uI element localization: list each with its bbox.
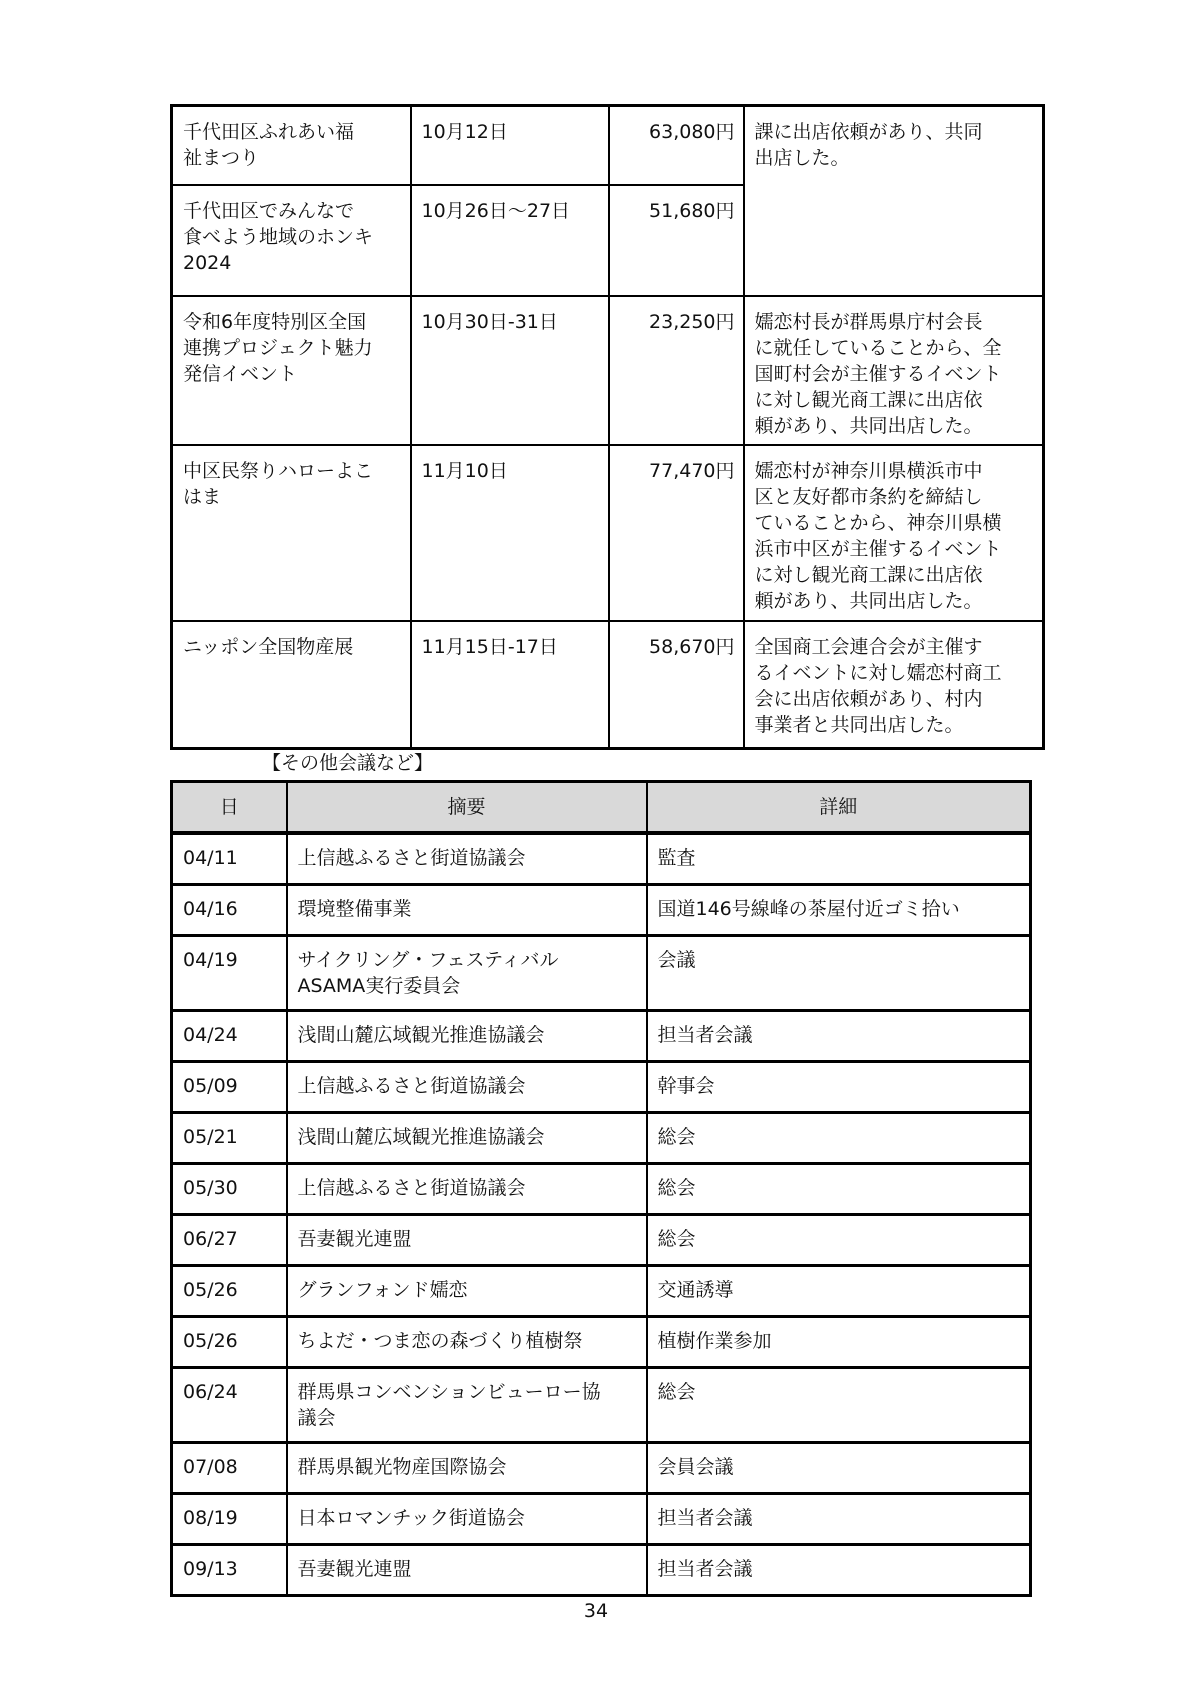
table-row [172,1113,1031,1164]
events-table [170,104,1045,750]
meeting-detail: 会議 [647,936,1031,1011]
meeting-summary: ちよだ・つま恋の森づくり植樹祭 [287,1317,647,1368]
event-name: ニッポン全国物産展 [172,621,411,749]
meeting-summary: 群馬県観光物産国際協会 [287,1443,647,1494]
meeting-date: 05/21 [172,1113,287,1164]
meeting-detail: 担当者会議 [647,1011,1031,1062]
table-row [172,1494,1031,1545]
event-note: 嬬恋村が神奈川県横浜市中 区と友好都市条約を締結し ていることから、神奈川県横 浜市中区が主催するイベント に対し観光商工課に出店依 頼があり、共同出店した。 [744,445,1044,621]
meeting-date: 04/16 [172,885,287,936]
meeting-detail: 監査 [647,833,1031,885]
table-row [172,1317,1031,1368]
event-amount: 51,680円 [609,185,744,296]
meeting-date: 04/19 [172,936,287,1011]
meeting-detail: 総会 [647,1215,1031,1266]
meeting-date: 09/13 [172,1545,287,1596]
table-row [172,1215,1031,1266]
event-note: 嬬恋村長が群馬県庁村会長 に就任していることから、全 国町村会が主催するイベント に対し観光商工課に出店依 頼があり、共同出店した。 [744,296,1044,445]
meeting-summary: 日本ロマンチック街道協会 [287,1494,647,1545]
meeting-detail: 幹事会 [647,1062,1031,1113]
event-date: 10月30日-31日 [411,296,609,445]
meeting-summary: サイクリング・フェスティバル ASAMA実行委員会 [287,936,647,1011]
table-row [172,936,1031,1011]
table-row [172,445,1044,621]
table-row [172,296,1044,445]
meeting-detail: 担当者会議 [647,1494,1031,1545]
event-name: 令和6年度特別区全国 連携プロジェクト魅力 発信イベント [172,296,411,445]
meeting-date: 05/26 [172,1317,287,1368]
meeting-date: 07/08 [172,1443,287,1494]
meeting-detail: 国道146号線峰の茶屋付近ゴミ拾い [647,885,1031,936]
meeting-summary: 吾妻観光連盟 [287,1215,647,1266]
meeting-summary: 吾妻観光連盟 [287,1545,647,1596]
meeting-summary: 上信越ふるさと街道協議会 [287,1062,647,1113]
event-date: 10月26日～27日 [411,185,609,296]
meeting-detail: 会員会議 [647,1443,1031,1494]
meeting-summary: 浅間山麓広域観光推進協議会 [287,1011,647,1062]
table-row [172,1545,1031,1596]
table-row [172,1062,1031,1113]
table-row [172,621,1044,749]
event-date: 11月10日 [411,445,609,621]
meeting-summary: 上信越ふるさと街道協議会 [287,1164,647,1215]
meeting-detail: 総会 [647,1368,1031,1443]
meeting-summary: 浅間山麓広域観光推進協議会 [287,1113,647,1164]
meeting-date: 08/19 [172,1494,287,1545]
table-row [172,1266,1031,1317]
table-row [172,1164,1031,1215]
page-number: 34 [583,1600,609,1622]
event-amount: 58,670円 [609,621,744,749]
event-name: 千代田区ふれあい福 祉まつり [172,106,411,185]
column-header-summary: 摘要 [287,782,647,834]
table-row [172,1443,1031,1494]
meeting-detail: 総会 [647,1164,1031,1215]
meeting-date: 04/11 [172,833,287,885]
meeting-detail: 担当者会議 [647,1545,1031,1596]
meeting-detail: 交通誘導 [647,1266,1031,1317]
column-header-date: 日 [172,782,287,834]
section-heading: 【その他会議など】 [262,752,434,774]
meeting-detail: 植樹作業参加 [647,1317,1031,1368]
table-row [172,106,1044,185]
table-row [172,1011,1031,1062]
event-date: 10月12日 [411,106,609,185]
meeting-date: 05/26 [172,1266,287,1317]
meeting-summary: 群馬県コンベンションビューロー協 議会 [287,1368,647,1443]
table-row [172,1368,1031,1443]
event-amount: 63,080円 [609,106,744,185]
column-header-detail: 詳細 [647,782,1031,834]
header-row [172,782,1031,834]
table-row [172,833,1031,885]
table-row [172,885,1031,936]
meeting-summary: グランフォンド嬬恋 [287,1266,647,1317]
event-note: 課に出店依頼があり、共同 出店した。 [744,106,1044,296]
meeting-summary: 上信越ふるさと街道協議会 [287,833,647,885]
event-name: 千代田区でみんなで 食べよう地域のホンキ 2024 [172,185,411,296]
meeting-date: 05/09 [172,1062,287,1113]
event-amount: 23,250円 [609,296,744,445]
meeting-date: 04/24 [172,1011,287,1062]
event-amount: 77,470円 [609,445,744,621]
event-name: 中区民祭りハローよこ はま [172,445,411,621]
meeting-detail: 総会 [647,1113,1031,1164]
meeting-summary: 環境整備事業 [287,885,647,936]
meeting-date: 06/24 [172,1368,287,1443]
event-date: 11月15日-17日 [411,621,609,749]
meeting-date: 06/27 [172,1215,287,1266]
meetings-table [170,780,1032,1597]
meeting-date: 05/30 [172,1164,287,1215]
event-note: 全国商工会連合会が主催す るイベントに対し嬬恋村商工 会に出店依頼があり、村内 事業者と共同出店した。 [744,621,1044,749]
